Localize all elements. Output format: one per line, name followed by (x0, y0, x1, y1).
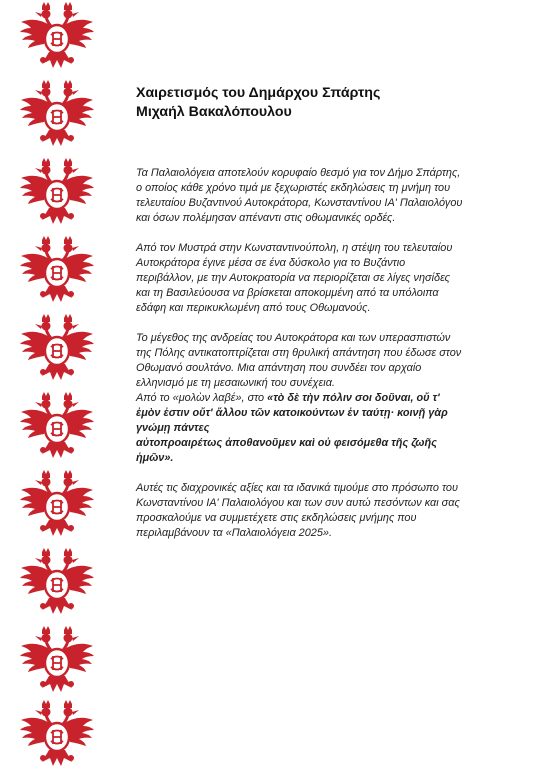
byzantine-eagle-icon (18, 470, 96, 540)
paragraph-2: Από τον Μυστρά στην Κωνσταντινούπολη, η στέψη του τελευταίου Αυτοκράτορα έγινε μέσα σε ένα δύσκολο για το Βυζάντιο περιβάλλον, με την Αυτοκρατορία να περιορίζεται σε λίγες νησίδες και τη Βασιλεύουσα να βρίσκεται αποκομμένη από τα υπόλοιπα εδάφη και περικυκλωμένη από τους Οθωμανούς. (136, 242, 453, 314)
paragraph-5: Αυτές τις διαχρονικές αξίες και τα ιδανικά τιμούμε στο πρόσωπο του Κωνσταντίνου ΙΑ' Παλαιολόγου και των συν αυτώ πεσόντων και σας προσκαλούμε να συμμετέχετε στις εκδηλώσεις μνήμης που περιλαμβάνουν τα «Παλαιολόγεια 2025». (136, 482, 460, 539)
byzantine-eagle-icon (18, 236, 96, 306)
title-line-2: Μιχαήλ Βακαλόπουλου (136, 104, 292, 120)
byzantine-eagle-icon (18, 548, 96, 618)
quote-line-1: «τὸ δὲ τὴν πόλιν σοι δοῦναι, οὔ τ' ἐμὸν ἐστιν οὔτ' ἄλλου τῶν κατοικούντων ἐν ταύτῃ· (136, 392, 440, 419)
quote-intro: Από το «μολὼν λαβέ», στο (136, 392, 268, 404)
byzantine-eagle-icon (18, 158, 96, 228)
paragraph-1: Τα Παλαιολόγεια αποτελούν κορυφαίο θεσμό για τον Δήμο Σπάρτης, ο οποίος κάθε χρόνο τιμά με ξεχωριστές εκδηλώσεις τη μνήμη του τελευταίου Βυζαντινού Αυτοκράτορα, Κωνσταντίνου ΙΑ' Παλαιολόγου και όσων πολέμησαν απέναντι στις οθωμανικές ορδές. (136, 167, 463, 224)
byzantine-eagle-icon (18, 700, 96, 770)
quote-line-3: αὐτοπροαιρέτως ἀποθανοῦμεν καὶ οὐ φεισόμεθα τῆς ζωῆς ἡμῶν». (136, 437, 437, 464)
byzantine-eagle-icon (18, 626, 96, 696)
page-title (136, 84, 466, 122)
letter-body (136, 166, 466, 541)
eagle-border (18, 0, 96, 768)
byzantine-eagle-icon (18, 80, 96, 150)
paragraph-3: Το μέγεθος της ανδρείας του Αυτοκράτορα και των υπερασπιστών της Πόλης αντικατοπτρίζεται στη θρυλική απάντηση που έδωσε στον Οθωμανό σουλτάνο. Μια απάντηση που συνδέει τον αρχαίο ελληνισμό με τη μεσαιωνική του συνέχεια. (136, 332, 462, 389)
byzantine-eagle-icon (18, 392, 96, 462)
title-line-1: Χαιρετισμός του Δημάρχου Σπάρτης (136, 85, 381, 101)
greeting-letter (136, 84, 466, 556)
quote-line-2: κοινῇ γὰρ γνώμῃ πάντες (136, 407, 448, 434)
byzantine-eagle-icon (18, 314, 96, 384)
paragraph-4-quote (136, 391, 466, 466)
byzantine-eagle-icon (18, 2, 96, 72)
